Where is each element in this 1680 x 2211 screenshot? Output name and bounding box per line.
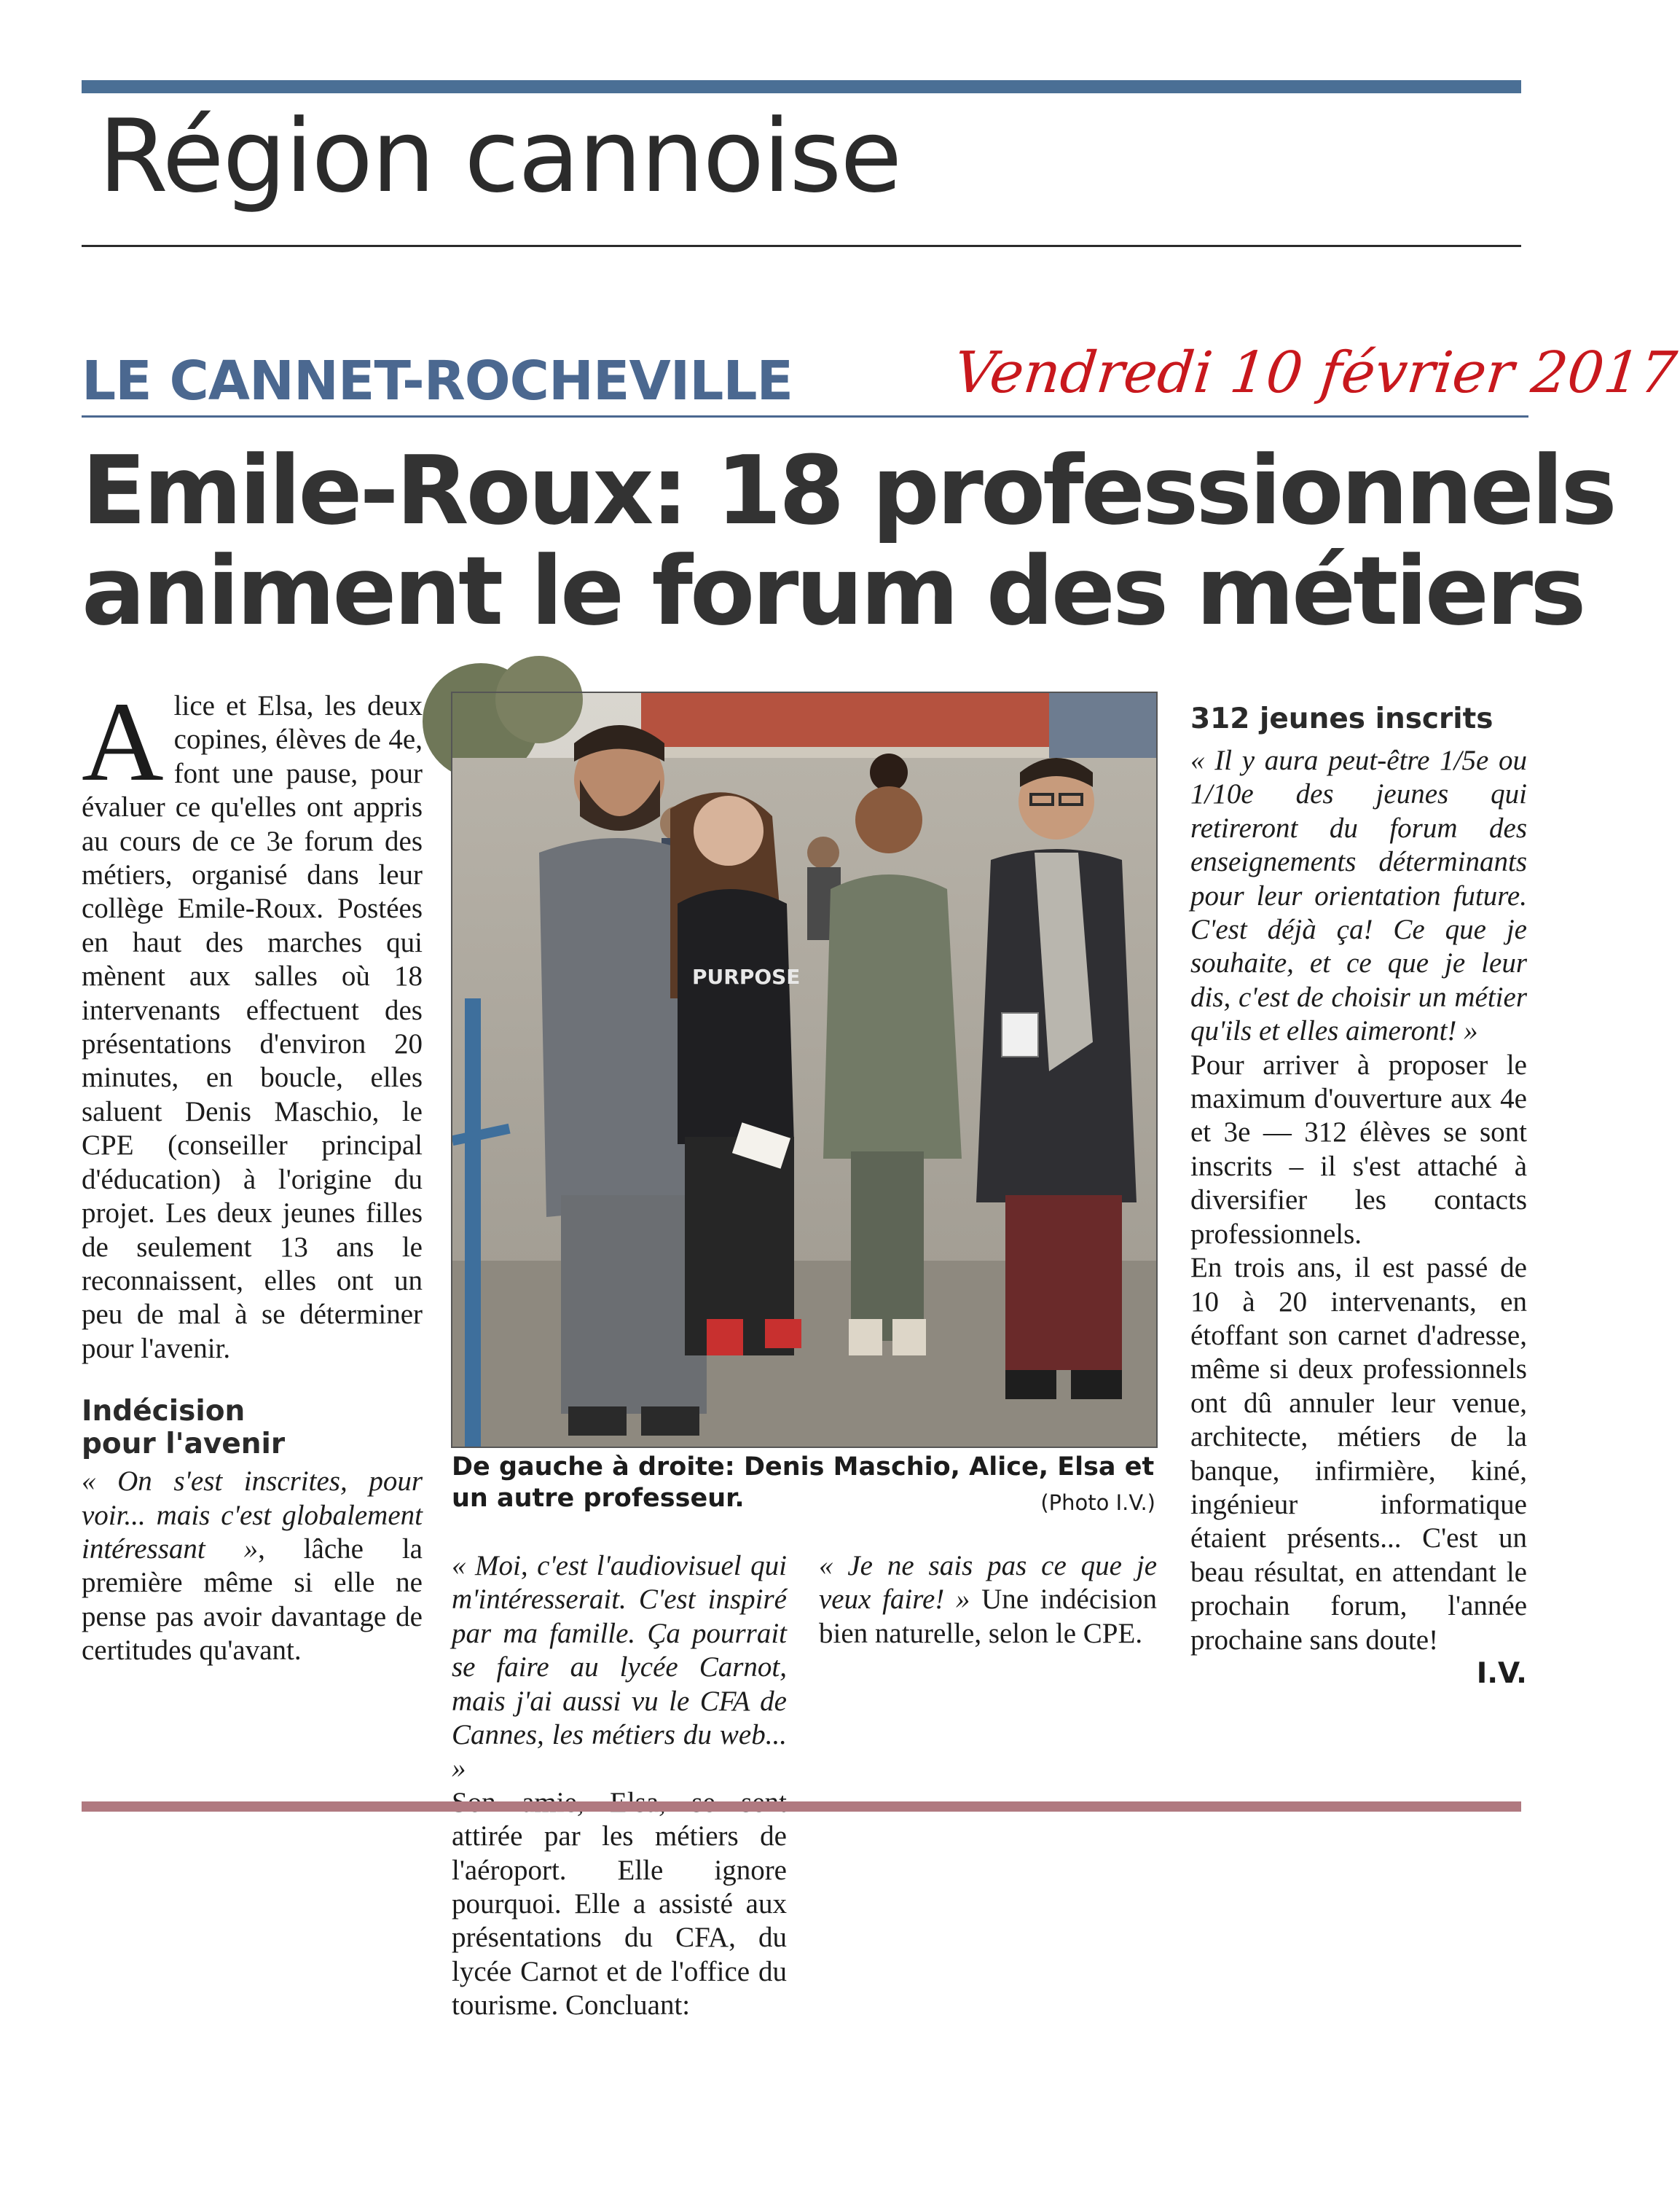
- article-column-1: [82, 678, 423, 1753]
- subhead-line-2: pour l'avenir: [82, 1428, 286, 1461]
- top-rule: [82, 80, 1521, 93]
- paragraph-3: attirée par les métiers de l'aéroport. Elle ignore pourquoi. Elle a assisté aux présentations du CFA, du lycée Carnot et de l'office du tourisme. Concluant:: [452, 1820, 787, 2022]
- article-photo: [452, 692, 1157, 1447]
- author-signature: I.V.: [1476, 1656, 1527, 1690]
- hoodie-print: PURPOSE: [692, 965, 801, 989]
- photo-caption: De gauche à droite: Denis Maschio, Alice, Elsa et un autre professeur.: [452, 1452, 1155, 1513]
- headline-line-1: Emile-Roux: 18 professionnels: [82, 435, 1614, 546]
- photo-credit: (Photo I.V.): [1040, 1490, 1155, 1515]
- article-column-3: [819, 1549, 1157, 1768]
- paragraph-4: Une indécision bien naturelle, selon le CPE.: [819, 1584, 1158, 1649]
- subhead-indecision: [82, 1395, 423, 1460]
- photo-image: [452, 692, 1157, 1447]
- section-rule: [82, 245, 1521, 247]
- subhead-inscrits: 312 jeunes inscrits: [1190, 703, 1493, 735]
- dropcap: A: [82, 678, 164, 805]
- handwritten-date: Vendredi 10 février 2017: [951, 340, 1680, 406]
- paragraph-5: Pour arriver à proposer le maximum d'ouverture aux 4e et 3e — 312 élèves se sont inscrits – il s'est attaché à diversifier les contacts professionnels.: [1190, 1049, 1527, 1250]
- quote-audiovisuel: « Moi, c'est l'audiovisuel qui m'intéresserait. C'est inspiré par ma famille. Ça pourrait se faire au lycée Carnot, mais j'ai aussi vu le CFA de Cannes, les métiers du web... »: [452, 1550, 787, 1785]
- subhead-line-1: Indécision: [82, 1395, 246, 1428]
- paragraph-6: En trois ans, il est passé de 10 à 20 intervenants, en étoffant son carnet d'adresse, même si deux professionnels ont dû annuler leur venue, architecte, métiers de la banque, infirmière, kiné, ingénieur informatique étaient présents... C'est un beau résultat, en attendant le prochain forum, l'année prochaine sans doute!: [1190, 1252, 1527, 1656]
- quote-alice: « On s'est inscrites, pour voir... mais c'est globalement intéressant »: [82, 1465, 423, 1565]
- bottom-rule: [82, 1801, 1521, 1812]
- headline: [82, 435, 1614, 646]
- quote-elsa: « Je ne sais pas ce que je veux faire! »: [819, 1550, 1157, 1616]
- quote-cpe: « Il y aura peut-être 1/5e ou 1/10e des jeunes qui retireront du forum des enseignements déterminants pour leur orientation future. C'est déjà ça! Ce que je souhaite, et ce que je leur dis, c'est de choisir un métier qu'ils et elles aimeront! »: [1190, 745, 1527, 1047]
- kicker: LE CANNET-ROCHEVILLE: [82, 350, 793, 412]
- kicker-rule: [82, 415, 1528, 418]
- paragraph-2: , lâche la première même si elle ne pense pas avoir davantage de certitudes qu'avant.: [82, 1533, 423, 1667]
- article-column-2: [452, 1549, 787, 2022]
- article-column-4: [1190, 689, 1527, 1768]
- section-title: Région cannoise: [98, 98, 901, 215]
- headline-line-2: animent le forum des métiers: [82, 536, 1584, 646]
- intro-text: lice et Elsa, les deux copines, élèves de 4e, font une pause, pour évaluer ce qu'elles ont appris au cours de ce 3e forum des métiers, organisé dans leur collège Emile-Roux. Postées en haut des marches qui mènent aux salles où 18 intervenants effectuent des présentations d'environ 20 minutes, en boucle, elles saluent Denis Maschio, le CPE (conseiller principal d'éducation) à l'origine du projet. Les deux jeunes filles de seulement 13 ans le reconnaissent, elles ont un peu de mal à se déterminer pour l'avenir.: [82, 690, 423, 1364]
